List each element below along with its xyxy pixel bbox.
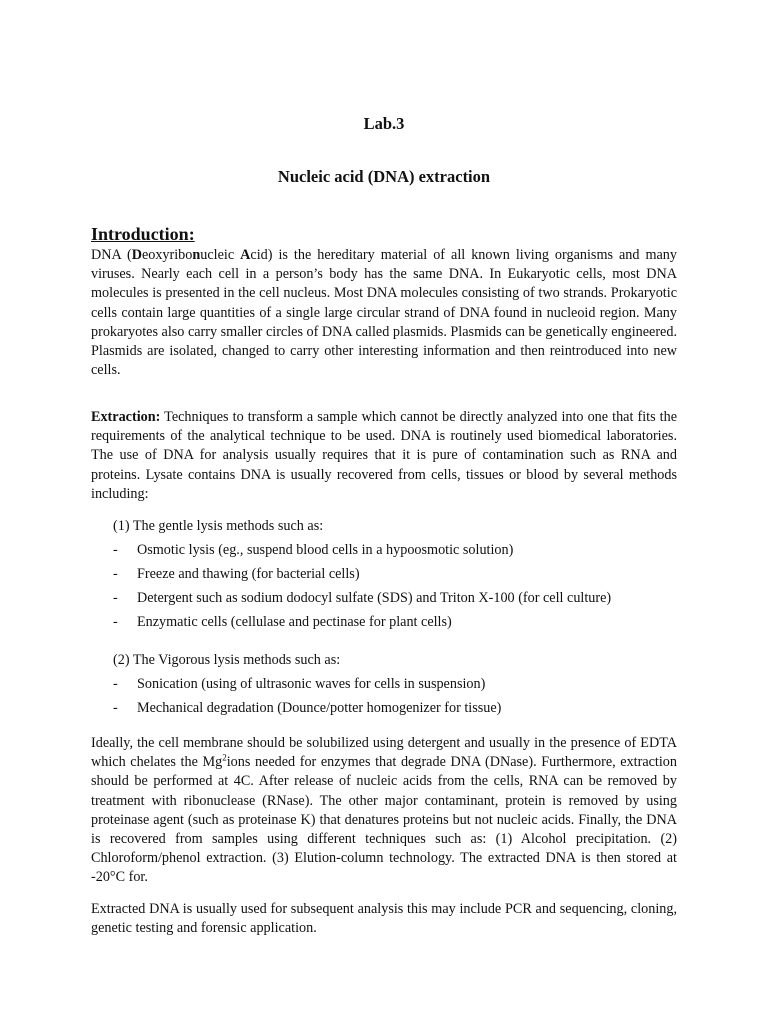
extraction-label: Extraction: — [91, 409, 161, 425]
gentle-lysis-heading: (1) The gentle lysis methods such as: — [113, 518, 324, 534]
extraction-text: Techniques to transform a sample which cannot be directly analyzed into one that fits the requirements of the analytical technique to be used. DNA is routinely used biomedical laboratories. The use of DNA for analysis usually requires that it is pure of contamination such as RNA and proteins. Lysate contains DNA is usually recovered from cells, tissues or blood by several methods including: — [91, 409, 677, 502]
ideally-text-rest: ions needed for enzymes that degrade DNA (DNase). Furthermore, extraction should be performed at 4C. After release of nucleic acids from the cells, RNA can be removed by treatment with ribonuclease (RNase). The other major contaminant, protein is removed by using proteinase agent (such as proteinase K) that denatures proteins but not nucleic acids. Finally, the DNA is recovered from samples using different techniques such as: (1) Alcohol precipitation. (2) Chloroform/phenol extraction. (3) Elution-column technology. The extracted DNA is then stored at -20°C for. — [91, 754, 677, 886]
dash-marker: - — [113, 566, 118, 582]
ideally-text-start: Ideally, the cell membrane should be solubilized using detergent and usually in the presence of EDTA which chelates the Mg — [91, 735, 677, 771]
ideally-paragraph — [91, 734, 677, 888]
dash-marker: - — [113, 700, 118, 716]
list-item — [113, 700, 501, 717]
list-item — [113, 590, 611, 607]
dash-marker: - — [113, 590, 118, 606]
superscript-2: 2 — [222, 752, 227, 763]
intro-ucleic: ucleic — [200, 247, 241, 263]
intro-n: n — [192, 247, 201, 263]
intro-eoxyribo: eoxyribo — [141, 247, 193, 263]
final-paragraph: Extracted DNA is usually used for subsequent analysis this may include PCR and sequencing, cloning, genetic testing and forensic application. — [91, 901, 677, 937]
list-item-text: Enzymatic cells (cellulase and pectinase for plant cells) — [137, 614, 452, 630]
list-item — [113, 614, 452, 631]
introduction-paragraph — [91, 246, 677, 380]
dash-marker: - — [113, 542, 118, 558]
list-item — [113, 676, 485, 693]
list-item-text: Mechanical degradation (Dounce/potter homogenizer for tissue) — [137, 700, 502, 716]
vigorous-lysis-heading: (2) The Vigorous lysis methods such as: — [113, 652, 341, 668]
document-title: Nucleic acid (DNA) extraction — [277, 167, 491, 186]
intro-prefix: DNA ( — [91, 247, 132, 263]
intro-body: cid) is the hereditary material of all known living organisms and many viruses. Nearly each cell in a person’s body has the same DNA. In Eukaryotic cells, most DNA molecules is presented in the cell nucleus. Most DNA molecules consisting of two strands. Prokaryotic cells contain large quantities of a single large circular strand of DNA found in nucleoid region. Many prokaryotes also carry smaller circles of DNA called plasmids. Plasmids can be genetically engineered. Plasmids are isolated, changed to carry other interesting information and then reintroduced into new cells. — [91, 247, 677, 379]
list-item-text: Sonication (using of ultrasonic waves for cells in suspension) — [137, 676, 486, 692]
intro-a: A — [240, 247, 251, 263]
introduction-heading: Introduction: — [91, 224, 195, 244]
dash-marker: - — [113, 614, 118, 630]
list-item-text: Freeze and thawing (for bacterial cells) — [137, 566, 360, 582]
intro-d: D — [131, 247, 142, 263]
list-item — [113, 566, 360, 583]
list-item-text: Detergent such as sodium dodocyl sulfate (SDS) and Triton X-100 (for cell culture) — [137, 590, 612, 606]
lab-title: Lab.3 — [363, 114, 405, 133]
dash-marker: - — [113, 676, 118, 692]
list-item — [113, 542, 513, 559]
extraction-paragraph — [91, 408, 677, 504]
list-item-text: Osmotic lysis (eg., suspend blood cells in a hypoosmotic solution) — [137, 542, 514, 558]
